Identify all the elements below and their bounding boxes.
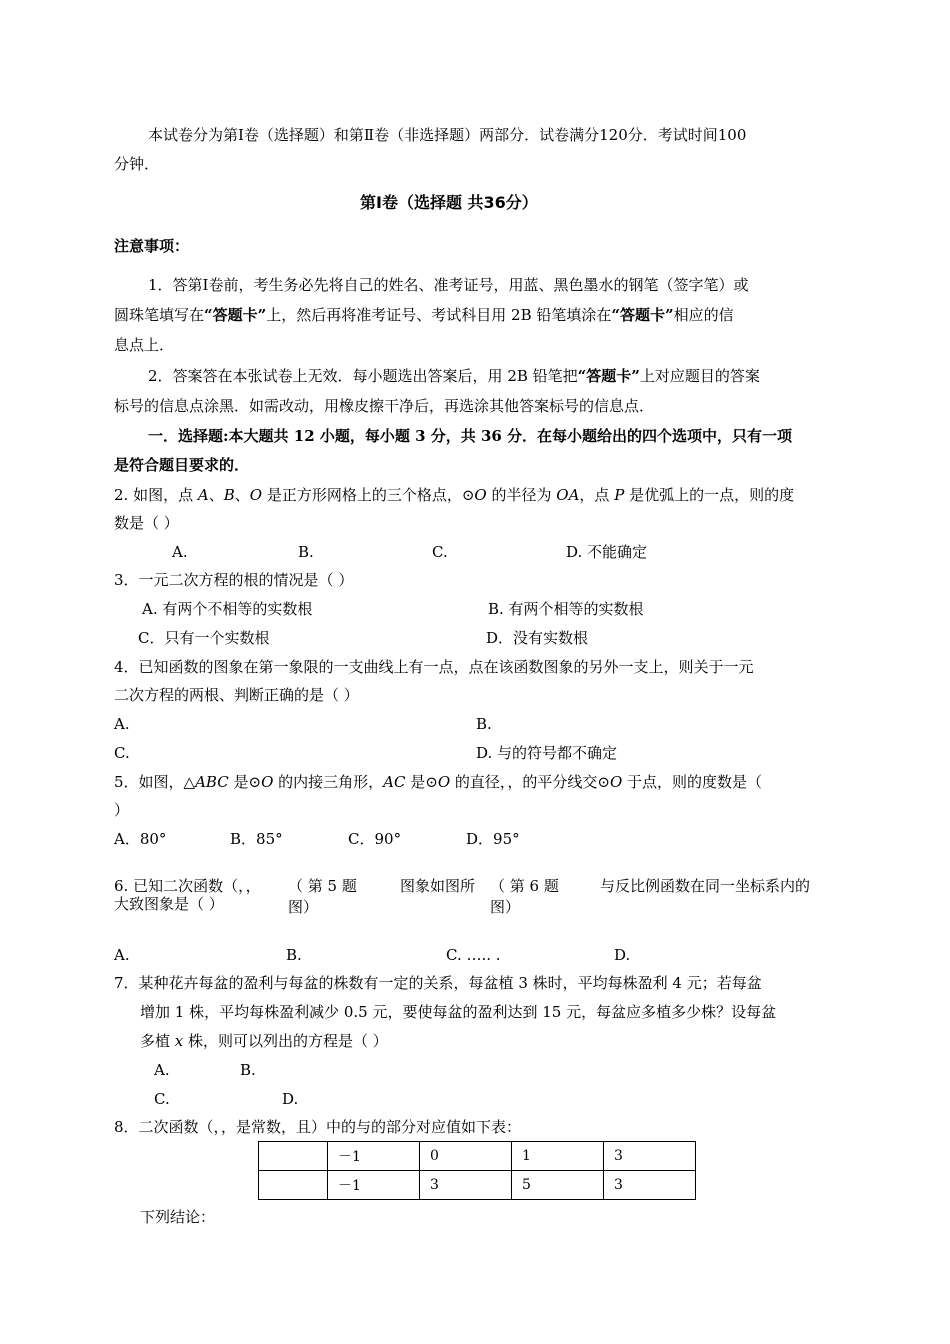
- q7-line3: [140, 1031, 388, 1051]
- text-span: 2．答案答在本张试卷上无效．每小题选出答案后，用 2B 铅笔把: [148, 367, 578, 385]
- text-span: 于点，则的度数是（: [622, 773, 763, 791]
- table-cell: －1: [328, 1142, 420, 1171]
- text-span: 的内接三角形，: [273, 773, 384, 791]
- var-P: P: [614, 486, 625, 504]
- answer-card-emph: “答题卡”: [611, 306, 674, 324]
- q7-option-a[interactable]: A.: [154, 1061, 170, 1079]
- table-cell: 3: [604, 1142, 696, 1171]
- text-span: 、: [208, 486, 224, 504]
- q7-line1: 7．某种花卉每盆的盈利与每盆的株数有一定的关系，每盆植 3 株时，平均每株盈利 4 元；若每盆: [114, 974, 762, 992]
- notice-item1-line3: 息点上．: [114, 336, 175, 354]
- text-span: 、: [234, 486, 250, 504]
- text-span: 是⊙: [228, 773, 262, 791]
- q6-fig5-caption-line1: （ 第 5 题: [288, 877, 357, 895]
- part1-heading-line1: 一．选择题:本大题共 12 小题，每小题 3 分，共 36 分．在每小题给出的四个选项中，只有一项: [148, 427, 793, 445]
- q8-conclusion-label: 下列结论：: [140, 1208, 216, 1226]
- text-span: 2. 如图，点: [114, 486, 198, 504]
- var-O: O: [474, 486, 487, 504]
- table-cell: 5: [512, 1171, 604, 1200]
- var-O: O: [437, 773, 451, 791]
- table-cell: －1: [328, 1171, 420, 1200]
- q2-option-c[interactable]: C.: [432, 543, 448, 561]
- var-O: O: [609, 773, 623, 791]
- var-O: O: [261, 773, 274, 791]
- q7-option-d[interactable]: D.: [282, 1090, 299, 1108]
- text-span: 是⊙: [405, 773, 438, 791]
- q7-line2: 增加 1 株，平均每株盈利减少 0.5 元，要使每盆的盈利达到 15 元，每盆应多植多少株？设每盆: [140, 1003, 777, 1021]
- answer-card-emph: “答题卡”: [204, 306, 267, 324]
- q4-option-b[interactable]: B.: [476, 715, 492, 733]
- notice-item2-line1: [148, 366, 760, 386]
- part1-heading-line2: 是符合题目要求的．: [114, 456, 250, 474]
- text-span: ，点: [579, 486, 615, 504]
- q7-option-b[interactable]: B.: [240, 1061, 256, 1079]
- text-span: 多植: [140, 1032, 175, 1050]
- table-row: [259, 1142, 696, 1171]
- q5-line2: ）: [114, 801, 130, 819]
- text-span: 圆珠笔填写在: [114, 306, 205, 324]
- q2-option-b[interactable]: B.: [298, 543, 314, 561]
- q5-option-b[interactable]: B．85°: [230, 830, 283, 848]
- q4-option-d[interactable]: D. 与的符号都不确定: [476, 744, 618, 762]
- q4-option-c[interactable]: C.: [114, 744, 130, 762]
- q6-fig6-caption-line1: （ 第 6 题: [490, 877, 559, 895]
- q5-option-a[interactable]: A．80°: [114, 830, 167, 848]
- text-span: 是优弧上的一点，则的度: [624, 486, 795, 504]
- q6-fig5-caption-line2: 图）: [288, 898, 319, 916]
- q6-option-d[interactable]: D.: [614, 946, 631, 964]
- var-ABC: ABC: [195, 773, 229, 791]
- q6-line1: 6. 已知二次函数（，，: [114, 877, 261, 895]
- q5-option-c[interactable]: C．90°: [348, 830, 402, 848]
- q6-option-b[interactable]: B.: [286, 946, 302, 964]
- var-OA: OA: [556, 486, 580, 504]
- text-span: 株，则可以列出的方程是（ ）: [183, 1032, 388, 1050]
- text-span: 相应的信: [673, 306, 734, 324]
- text-span: 上，然后再将准考证号、考试科目用 2B 铅笔填涂在: [266, 306, 612, 324]
- table-cell: 3: [604, 1171, 696, 1200]
- q4-option-a[interactable]: A.: [114, 715, 130, 733]
- q5-line1: [114, 772, 762, 792]
- var-B: B: [223, 486, 235, 504]
- q3-option-a[interactable]: A. 有两个不相等的实数根: [142, 600, 313, 618]
- q3-option-c[interactable]: C．只有一个实数根: [138, 629, 270, 647]
- q2-option-a[interactable]: A.: [172, 543, 188, 561]
- table-row: [259, 1171, 696, 1200]
- table-cell: [259, 1171, 328, 1200]
- text-span: 的直径，，的平分线交⊙: [450, 773, 610, 791]
- var-O: O: [249, 486, 263, 504]
- table-cell: 3: [420, 1171, 512, 1200]
- var-x: x: [174, 1032, 184, 1050]
- q6-fig6-caption-line2: 图）: [490, 898, 521, 916]
- q3-stem: 3．一元二次方程的根的情况是（ ）: [114, 571, 354, 589]
- text-span: 5．如图，△: [114, 773, 196, 791]
- q7-option-c[interactable]: C.: [154, 1090, 170, 1108]
- q3-option-d[interactable]: D．没有实数根: [486, 629, 589, 647]
- q4-line1: 4．已知函数的图象在第一象限的一支曲线上有一点，点在该函数图象的另外一支上，则关于一元: [114, 658, 754, 676]
- q8-stem: 8．二次函数（，，是常数，且）中的与的部分对应值如下表：: [114, 1118, 522, 1136]
- q2-option-d[interactable]: D. 不能确定: [566, 543, 648, 561]
- q6-tail-text: 与反比例函数在同一坐标系内的: [600, 877, 811, 895]
- notice-item2-line2: 标号的信息点涂黑．如需改动，用橡皮擦干净后，再选涂其他答案标号的信息点．: [114, 397, 655, 415]
- section-title: 第Ⅰ卷（选择题 共36分）: [360, 193, 538, 212]
- q3-option-b[interactable]: B. 有两个相等的实数根: [488, 600, 644, 618]
- q2-line2: 数是（ ）: [114, 514, 179, 532]
- notice-item1-line2: [114, 305, 734, 325]
- text-span: 的半径为: [486, 486, 557, 504]
- table-cell: 0: [420, 1142, 512, 1171]
- q6-line2: 大致图象是（ ）: [114, 895, 224, 913]
- notice-label: 注意事项：: [114, 237, 190, 255]
- answer-card-emph: “答题卡”: [577, 367, 640, 385]
- var-A: A: [197, 486, 209, 504]
- q5-option-d[interactable]: D．95°: [466, 830, 520, 848]
- intro-line-2: 分钟．: [114, 155, 160, 173]
- q4-line2: 二次方程的两根、判断正确的是（ ）: [114, 686, 359, 704]
- q2-line1: [114, 485, 794, 505]
- text-span: 是正方形网格上的三个格点，⊙: [262, 486, 475, 504]
- notice-item1-line1: 1．答第Ⅰ卷前，考生务必先将自己的姓名、准考证号，用蓝、黑色墨水的钢笔（签字笔）或: [148, 276, 749, 294]
- intro-line-1: 本试卷分为第Ⅰ卷（选择题）和第Ⅱ卷（非选择题）两部分．试卷满分120分．考试时间100: [148, 126, 747, 144]
- table-cell: 1: [512, 1142, 604, 1171]
- table-cell: [259, 1142, 328, 1171]
- var-AC: AC: [383, 773, 406, 791]
- q6-mid-text: 图象如图所: [400, 877, 476, 895]
- q8-value-table: [258, 1141, 696, 1200]
- text-span: 上对应题目的答案: [639, 367, 760, 385]
- q6-option-c[interactable]: C. ….. .: [446, 946, 501, 964]
- q6-option-a[interactable]: A.: [114, 946, 130, 964]
